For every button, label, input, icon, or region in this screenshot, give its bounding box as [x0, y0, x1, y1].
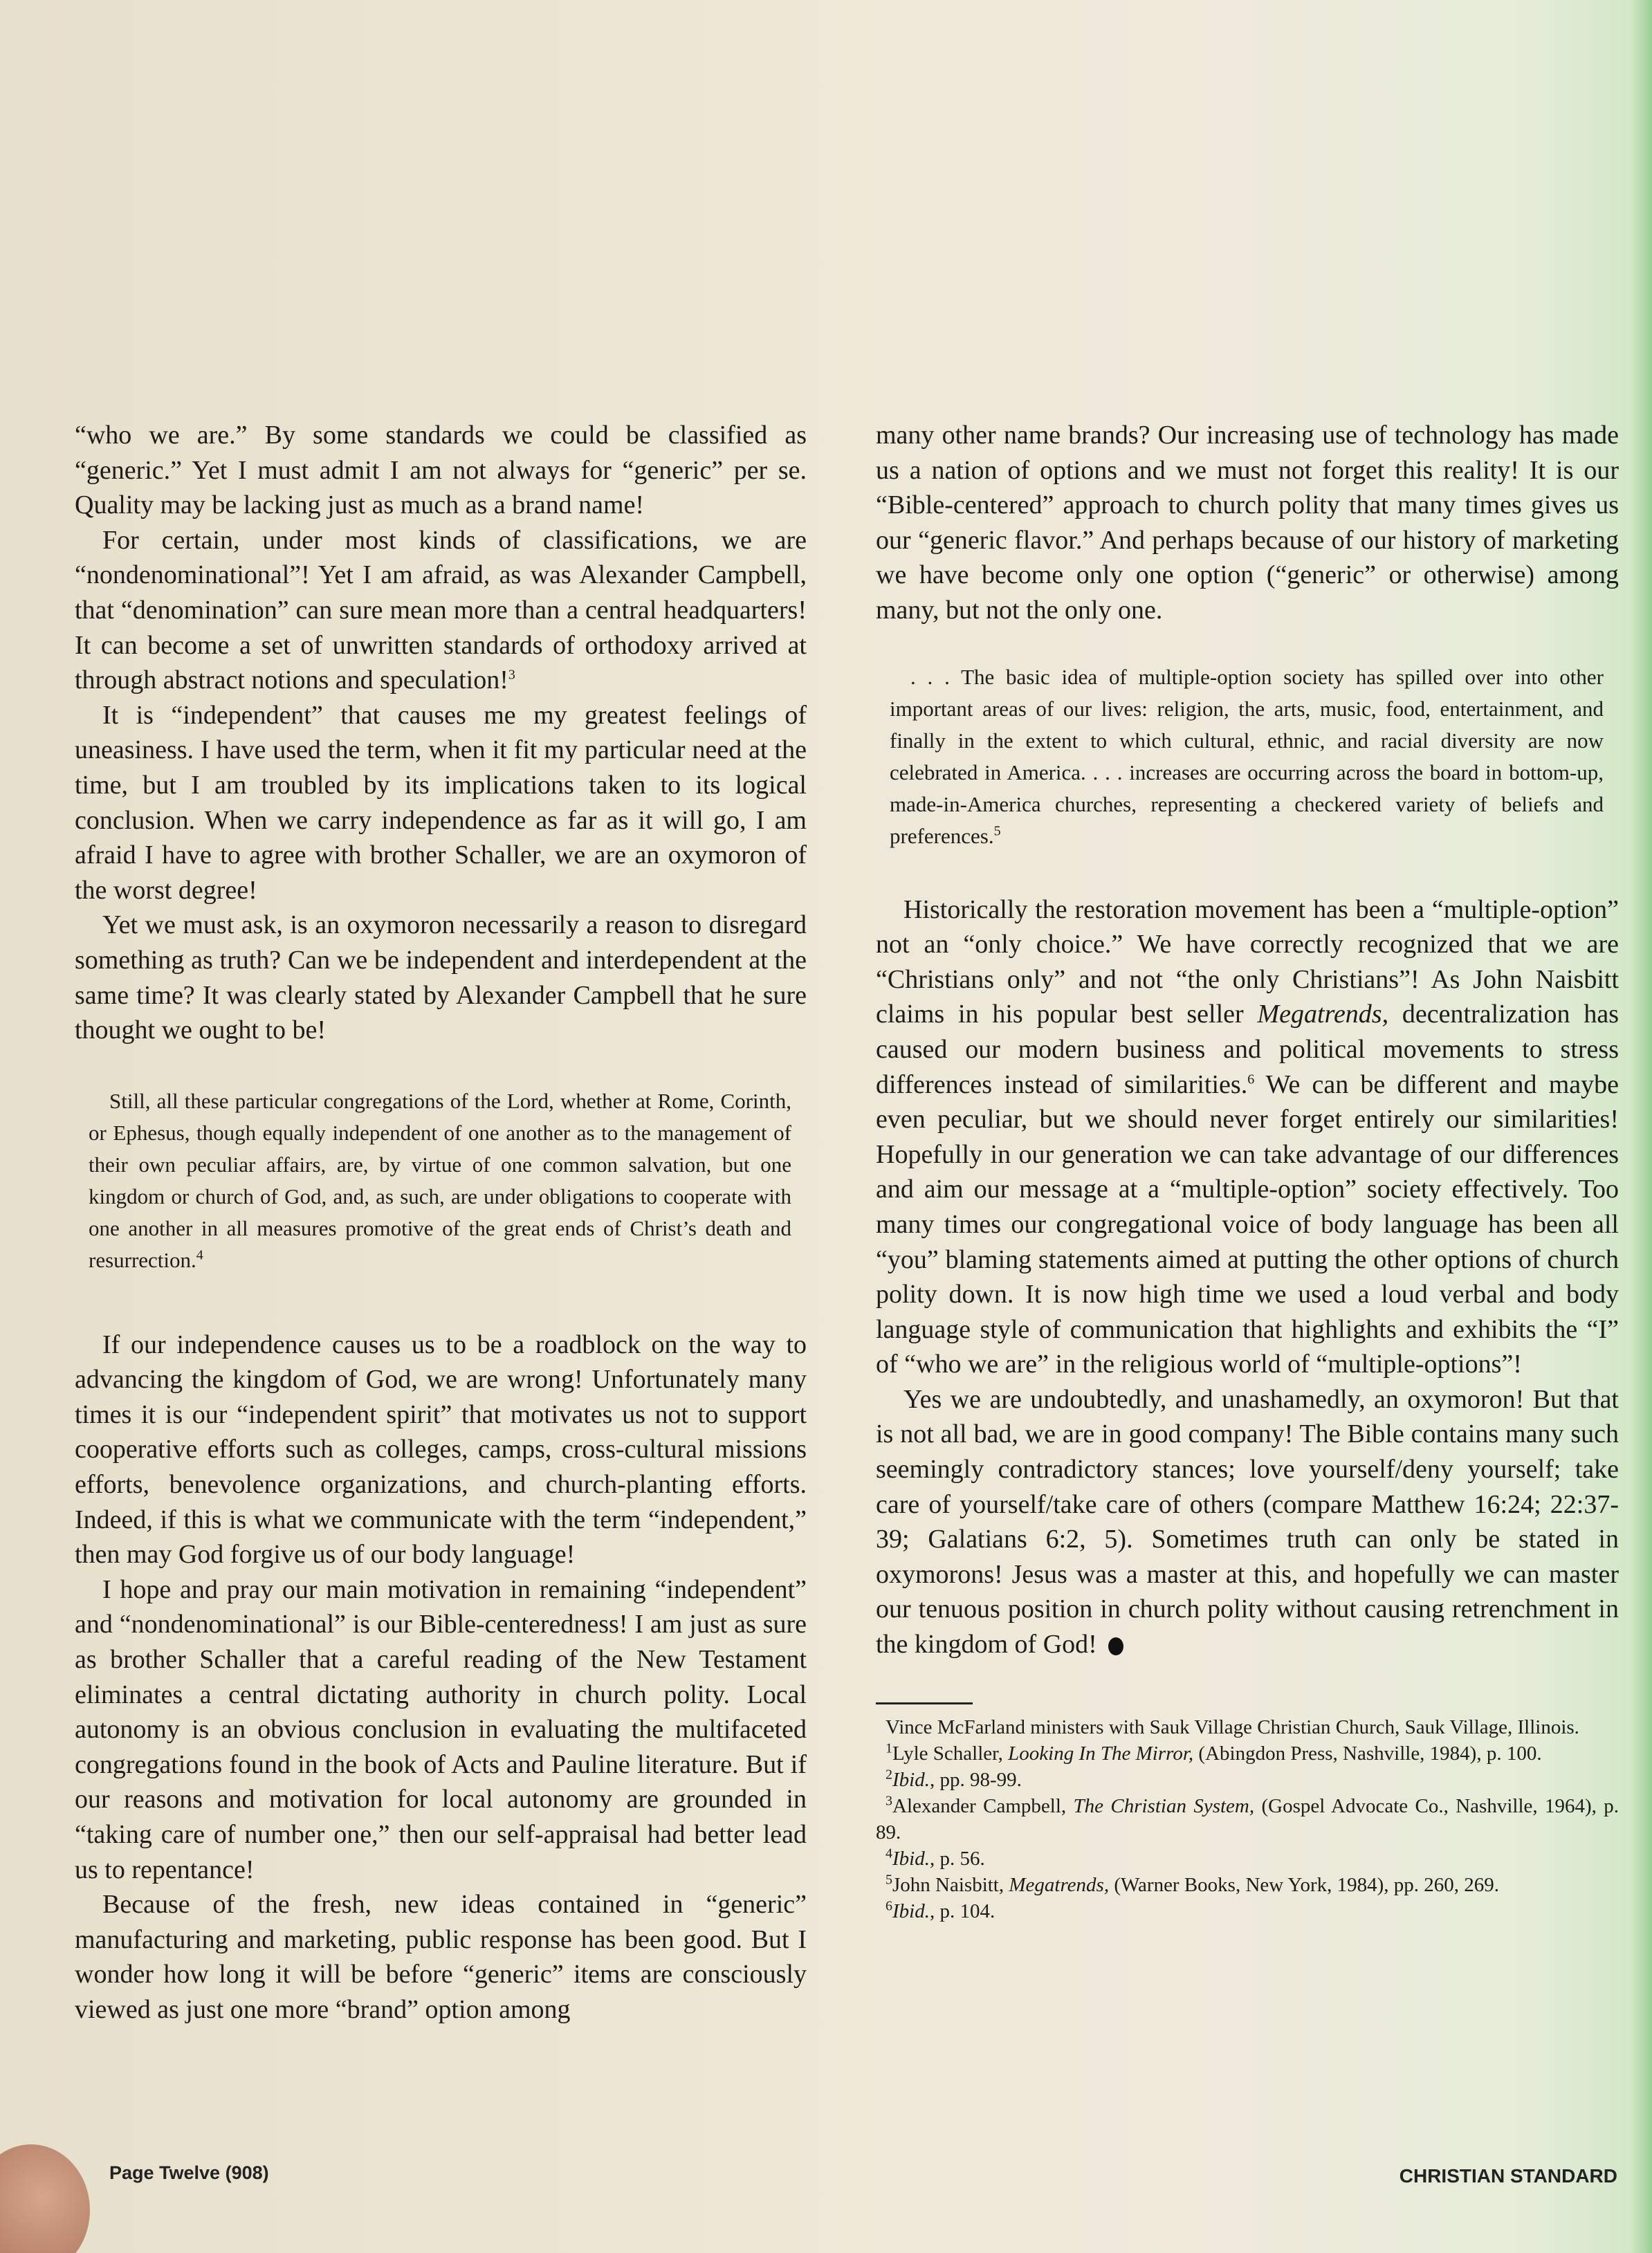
block-quote: . . . The basic idea of multiple-option society has spilled over into other important areas of our lives: religion, the arts, music, food, entertainment, and finally in the extent to which cultural, ethnic, and racial diversity are now celebrated in America. . . . increases are occurring across the board in bottom-up, made-in-America churches, representing a checkered variety of beliefs and preferences.$^5$ [890, 664, 1604, 848]
body-paragraph: Yet we must ask, is an oxymoron necessarily a reason to disregard something as truth? Can we be independent and interdependent at the same time? It was clearly stated by Alexander Campbell that he sure thought we ought to be! [75, 910, 807, 1045]
page-edge [1631, 0, 1652, 2253]
footnote-6: $^6$Ibid., p. 104. [885, 1897, 995, 1922]
author-bio: Vince McFarland ministers with Sauk Village Christian Church, Sauk Village, Illinois. [885, 1716, 1579, 1738]
footnote-4: $^4$Ibid., p. 56. [885, 1845, 985, 1870]
footnote-1: $^1$Lyle Schaller, Looking In The Mirror, (Abingdon Press, Nashville, 1984), p. 100. [885, 1740, 1542, 1765]
page-number: Page Twelve (908) [109, 2162, 269, 2183]
left-column [75, 418, 807, 2027]
footnote-marker: 4 [196, 1247, 203, 1263]
body-paragraph: I hope and pray our main motivation in remaining “independent” and “nondenominational” is our Bible-centeredness! I am just as sure as brother Schaller that a careful reading of the New Testament eliminates a central dictating authority in church polity. Local autonomy is an obvious conclusion in evaluating the multifaceted congregations found in the book of Acts and Pauline literature. But if our reasons and motivation for local autonomy are grounded in “taking care of number one,” then our self-appraisal had better lead us to repentance! [75, 1574, 807, 1884]
right-column [876, 418, 1619, 1924]
body-paragraph: If our independence causes us to be a roadblock on the way to advancing the kingdom of God, we are wrong! Unfortunately many times it is our “independent spirit” that motivates us not to support cooperative efforts such as colleges, camps, cross-cultural missions efforts, benevolence organizations, and church-planting efforts. Indeed, if this is what we communicate with the term “independent,” then may God forgive us of our body language! [75, 1330, 807, 1570]
body-paragraph: Historically the restoration movement has been a “multiple-option” not an “only choice.” We have correctly recognized that we are “Christians only” and not “the only Christians”! As John Naisbitt claims in his popular best seller Megatrends, decentralization has caused our modern business and political movements to stress differences instead of similarities.$^6$ We can be different and maybe even peculiar, but we should never forget entirely our similarities! Hopefully in our generation we can take advantage of our differences and aim our message at a “multiple-option” society effectively. Too many times our congregational voice of body language has been all “you” blaming statements aimed at putting the other options of church polity down. It is now high time we used a loud verbal and body language style of communication that highlights and exhibits the “I” of “who we are” in the religious world of “multiple-options”! [876, 894, 1619, 1379]
body-paragraph: For certain, under most kinds of classifications, we are “nondenominational”! Yet I am afraid, as was Alexander Campbell, that “denomination” can sure mean more than a central headquarters! It can become a set of unwritten standards of orthodoxy arrived at through abstract notions and speculation!$^3$ [75, 525, 807, 695]
thumb-shadow [0, 2144, 90, 2253]
publication-name: CHRISTIAN STANDARD [1399, 2165, 1617, 2187]
footnote-divider [876, 1702, 973, 1704]
footnote-marker: 3 [508, 667, 515, 683]
footnote-marker: 6 [1247, 1071, 1255, 1087]
end-mark-icon [1108, 1637, 1123, 1655]
footnote-3: $^3$Alexander Campbell, The Christian System, (Gospel Advocate Co., Nashville, 1964), p. 89. [876, 1792, 1619, 1843]
body-paragraph: Yes we are undoubtedly, and unashamedly, an oxymoron! But that is not all bad, we are in good company! The Bible contains many such seemingly contradictory stances; love yourself/deny yourself; take care of yourself/take care of others (compare Matthew 16:24; 22:37-39; Galatians 6:2, 5). Sometimes truth can only be stated in oxymorons! Jesus was a master at this, and hopefully we can master our tenuous position in church polity without causing retrenchment in the kingdom of God! [876, 1384, 1619, 1659]
body-paragraph: It is “independent” that causes me my greatest feelings of uneasiness. I have used the term, when it fit my particular need at the time, but I am troubled by its implications taken to its logical conclusion. When we carry independence as far as it will go, I am afraid I have to agree with brother Schaller, we are an oxymoron of the worst degree! [75, 700, 807, 905]
book-title: Megatrends, [1257, 1000, 1389, 1029]
footnote-2: $^2$Ibid., pp. 98-99. [885, 1766, 1022, 1791]
footnotes [876, 1714, 1619, 1924]
body-paragraph: “who we are.” By some standards we could be classified as “generic.” Yet I must admit I am not always for “generic” per se. Quality may be lacking just as much as a brand name! [75, 421, 807, 520]
body-paragraph: Because of the fresh, new ideas contained in “generic” manufacturing and marketing, public response has been good. But I wonder how long it will be before “generic” items are consciously viewed as just one more “brand” option among [75, 1890, 807, 2024]
footnote-5: $^5$John Naisbitt, Megatrends, (Warner Books, New York, 1984), pp. 260, 269. [885, 1871, 1500, 1896]
body-paragraph: many other name brands? Our increasing use of technology has made us a nation of options and we must not forget this reality! It is our “Bible-centered” approach to church polity that many times gives us our “generic flavor.” And perhaps because of our history of marketing we have become only one option (“generic” or otherwise) among many, but not the only one. [876, 421, 1619, 625]
footnote-marker: 5 [993, 823, 1001, 839]
block-quote: Still, all these particular congregations of the Lord, whether at Rome, Corinth, or Ephesus, though equally independent of one another as to the management of their own peculiar affairs, are, by virtue of one common salvation, but one kingdom or church of God, and, as such, are under obligations to cooperate with one another in all measures promotive of the great ends of Christ’s death and resurrection.$^4$ [89, 1088, 791, 1272]
